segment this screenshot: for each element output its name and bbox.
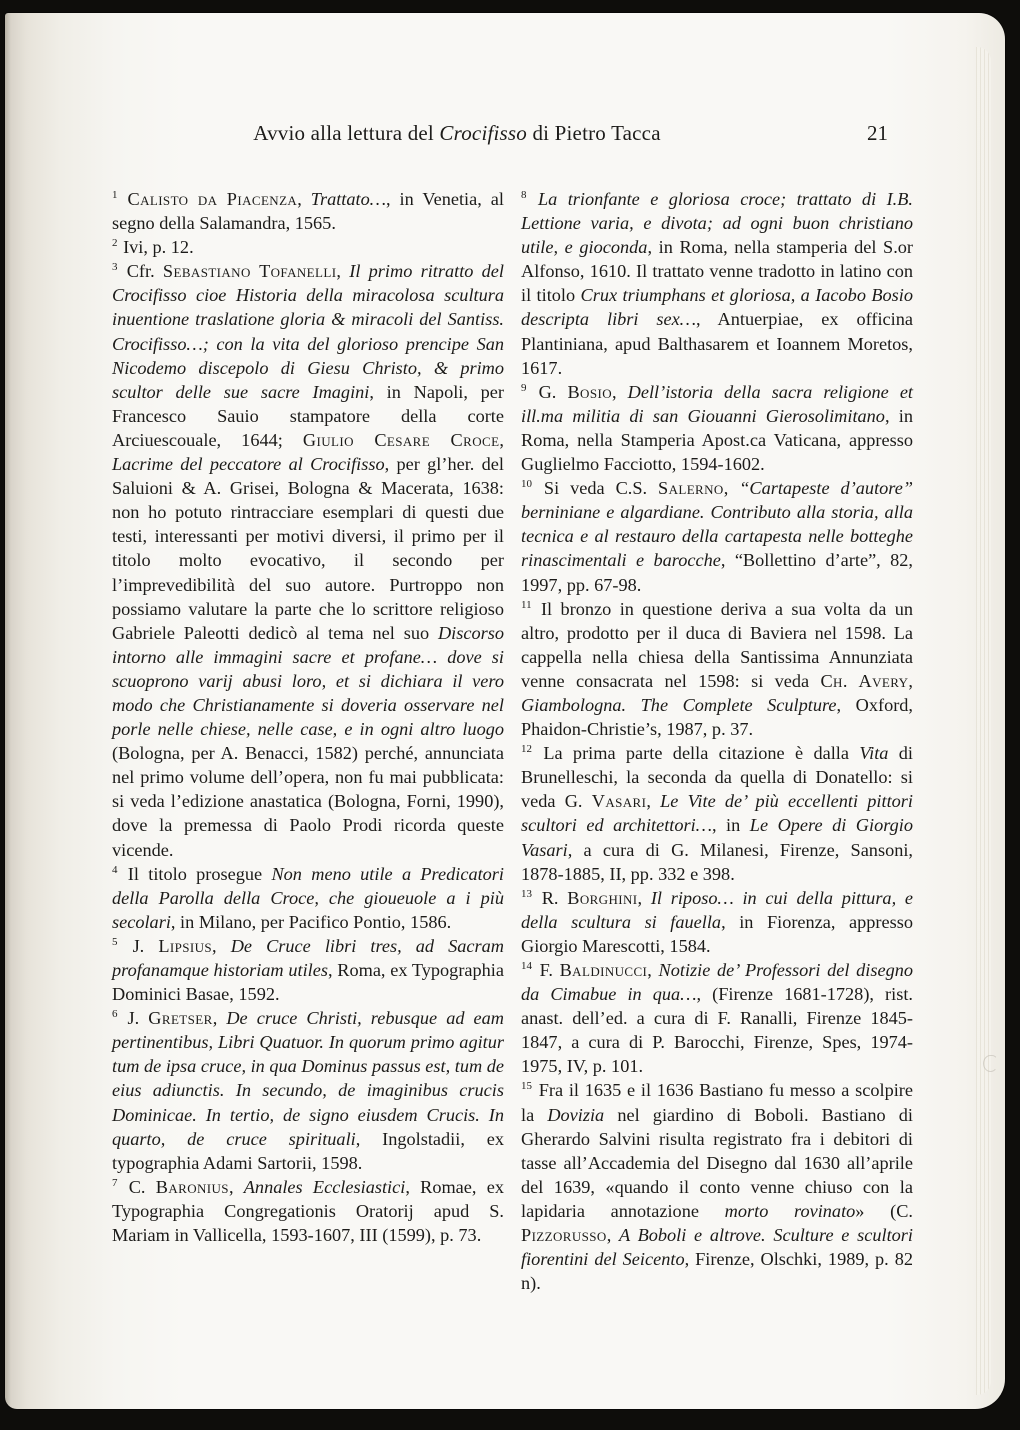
footnote-number: 5 bbox=[112, 935, 118, 948]
page-stack-edges bbox=[976, 47, 991, 1395]
footnote-number: 4 bbox=[112, 863, 118, 876]
footnote-3: $^3$ Cfr. Sebastiano Tofanelli, Il primo ritratto del Crocifisso cioe Historia della miracolosa scultura inuentione traslatione gloria & miracoli del Santiss. Crocifisso…; con la vita del glorioso prencipe San Nicodemo discepolo di Giesu Christo, & primo scultor delle sue sacre Imagini, in Napoli, per Francesco Sauio stampatore della corte Arciuescouale, 1644; Giulio Cesare Croce, Lacrime del peccatore al Crocifisso, per gl’her. del Saluioni & A. Grisei, Bologna & Macerata, 1638: non ho potuto rintracciare esemplari di questi due testi, interessanti per motivi diversi, il primo per il titolo molto evocativo, il secondo per l’imprevedibilità del suo autore. Purtroppo non possiamo valutare la parte che lo scrittore religioso Gabriele Paleotti dedicò al tema nel suo Discorso intorno alle immagini sacre et profane… dove si scuoprono varij abusi loro, et si dichiara il vero modo che Christianamente si doveria osservare nel porle nelle chiese, nelle case, e in ogni altro luogo (Bologna, per A. Benacci, 1582) perché, annunciata nel primo volume dell’opera, non fu mai pubblicata: si veda l’edizione anastatica (Bologna, Forni, 1990), dove la premessa di Paolo Prodi ricorda queste vicende. bbox=[112, 261, 505, 860]
footnote-12: $^{12}$ La prima parte della citazione è dalla Vita di Brunelleschi, la seconda da quella di Donatello: si veda G. Vasari, Le Vite de’ più eccellenti pittori scultori ed architettori…, in Le Opere di Giorgio Vasari, a cura di G. Milanesi, Firenze, Sansoni, 1878-1885, II, pp. 332 e 398. bbox=[521, 743, 914, 884]
footnote-number: 15 bbox=[521, 1080, 532, 1093]
footnote-number: 10 bbox=[521, 478, 532, 491]
footnote-6: $^6$ J. Gretser, De cruce Christi, rebusque ad eam pertinentibus, Libri Quatuor. In quorum primo agitur tum de ipsa cruce, in qua Dominus passus est, tum de eius adiunctis. In secundo, de imaginibus crucis Dominicae. In tertio, de signo eiusdem Crucis. In quarto, de cruce spirituali, Ingolstadii, ex typographia Adami Sartorii, 1598. bbox=[112, 1008, 505, 1173]
footnote-2: $^2$ Ivi, p. 12. bbox=[112, 237, 194, 258]
footnote-5: $^5$ J. Lipsius, De Cruce libri tres, ad Sacram profanamque historiam utiles, Roma, ex Typographia Dominici Basae, 1592. bbox=[112, 935, 505, 1005]
footnotes-right bbox=[521, 187, 913, 1295]
footnotes-left bbox=[112, 187, 504, 1247]
footnote-11: $^{11}$ Il bronzo in questione deriva a sua volta da un altro, prodotto per il duca di Baviera nel 1598. La cappella nella chiesa della Santissima Annunziata venne consacrata nel 1598: si veda Ch. Avery, Giambologna. The Complete Sculpture, Oxford, Phaidon-Christie’s, 1987, p. 37. bbox=[521, 598, 914, 740]
footnote-15: $^{15}$ Fra il 1635 e il 1636 Bastiano fu messo a scolpire la Dovizia nel giardino di Boboli. Bastiano di Gherardo Salvini risulta registrato fra i debitori di tasse all’Accademia del Disegno dal 1630 all’aprile del 1639, «quando il conto venne chiuso con la lapidaria annotazione morto rovinato» (C. Pizzorusso, A Boboli e altrove. Sculture e scultori fiorentini del Seicento, Firenze, Olschki, 1989, p. 82 n). bbox=[521, 1080, 914, 1294]
footnote-number: 13 bbox=[521, 887, 532, 900]
running-header bbox=[112, 121, 912, 151]
footnote-7: $^7$ C. Baronius, Annales Ecclesiastici, Romae, ex Typographia Congregationis Oratorij apud S. Mariam in Vallicella, 1593-1607, III (1599), p. 73. bbox=[112, 1176, 504, 1246]
footnote-number: 3 bbox=[112, 261, 118, 274]
footnote-13: $^{13}$ R. Borghini, Il riposo… in cui della pittura, e della scultura si fauella, in Fiorenza, appresso Giorgio Marescotti, 1584. bbox=[521, 887, 913, 956]
footnote-14: $^{14}$ F. Baldinucci, Notizie de’ Professori del disegno da Cimabue in qua…, (Firenze 1681-1728), rist. anast. dell’ed. a cura di F. Ranalli, Firenze 1845-1847, a cura di P. Barocchi, Firenze, Spes, 1974-1975, IV, p. 101. bbox=[521, 959, 914, 1077]
footnote-number: 9 bbox=[521, 381, 527, 394]
footnote-number: 12 bbox=[521, 743, 532, 756]
footnote-8: $^8$ La trionfante e gloriosa croce; trattato di I.B. Lettione varia, e divota; ad ogni buon christiano utile, e gioconda, in Roma, nella stamperia del S.or Alfonso, 1610. Il trattato venne tradotto in latino con il titolo Crux triumphans et gloriosa, a Iacobo Bosio descripta libri sex…, Antuerpiae, ex officina Plantiniana, apud Balthasarem et Ioannem Moretos, 1617. bbox=[521, 188, 914, 378]
footnote-9: $^9$ G. Bosio, Dell’istoria della sacra religione et ill.ma militia di san Giouanni Gierosolimitano, in Roma, nella Stamperia Apost.ca Vaticana, appresso Guglielmo Facciotto, 1594-1602. bbox=[521, 381, 914, 475]
footnote-number: 7 bbox=[112, 1176, 118, 1189]
footnote-number: 14 bbox=[521, 959, 532, 972]
footnote-number: 6 bbox=[112, 1008, 118, 1021]
page-title: Avvio alla lettura del Crocifisso di Pietro Tacca bbox=[253, 121, 661, 145]
footnote-number: 1 bbox=[112, 188, 118, 201]
footnote-number: 11 bbox=[521, 598, 532, 611]
paper-smudge bbox=[983, 1055, 998, 1072]
footnote-number: 2 bbox=[112, 237, 118, 250]
page-number: 21 bbox=[867, 121, 888, 145]
footnote-4: $^4$ Il titolo prosegue Non meno utile a Predicatori della Parolla della Croce, che gioueuole a i più secolari, in Milano, per Pacifico Pontio, 1586. bbox=[112, 863, 504, 932]
book-page bbox=[5, 13, 1005, 1409]
footnote-number: 8 bbox=[521, 188, 527, 201]
footnote-10: $^{10}$ Si veda C.S. Salerno, “Cartapeste d’autore” berniniane e algardiane. Contributo alla storia, alla tecnica e al restauro della cartapesta nelle botteghe rinascimentali e barocche, “Bollettino d’arte”, 82, 1997, pp. 67-98. bbox=[521, 478, 914, 595]
footnote-1: $^1$ Calisto da Piacenza, Trattato…, in Venetia, al segno della Salamandra, 1565. bbox=[112, 188, 504, 234]
